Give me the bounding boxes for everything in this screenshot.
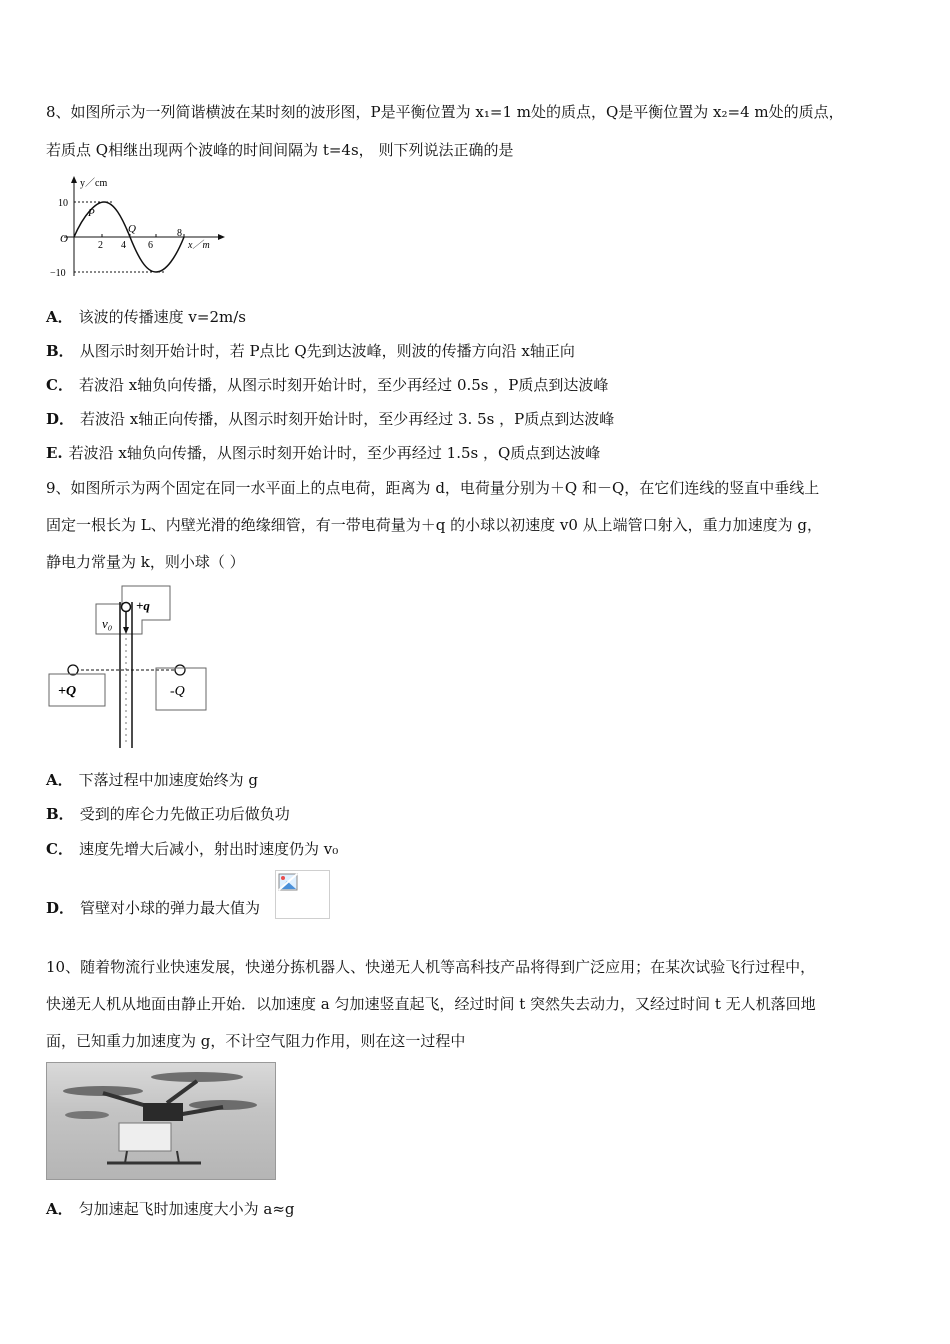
q8-stem-line1: 8、如图所示为一列简谐横波在某时刻的波形图，P是平衡位置为 x₁=1 m处的质点，Q是平衡位置为 x₂=4 m处的质点， <box>46 103 844 121</box>
x-tick-2: 2 <box>98 240 103 251</box>
q10-stem-line1: 10、随着物流行业快速发展，快递分拣机器人、快递无人机等高科技产品将得到广泛应用；在某次试验飞行过程中， <box>46 958 816 976</box>
broken-formula-image-icon <box>275 870 330 919</box>
q10-stem-line2: 快递无人机从地面由静止开始．以加速度 a 匀加速竖直起飞，经过时间 t 突然失去动力，又经过时间 t 无人机落回地 <box>46 995 816 1013</box>
q9-option-b[interactable]: B． 受到的库仑力先做正功后做负功 <box>46 805 290 823</box>
y-tick-neg10: −10 <box>50 268 66 279</box>
q8-stem-line2: 若质点 Q相继出现两个波峰的时间间隔为 t=4s， 则下列说法正确的是 <box>46 141 514 159</box>
q10-option-a[interactable]: A． 匀加速起飞时加速度大小为 a≈g <box>46 1200 295 1218</box>
y-tick-10: 10 <box>58 198 68 209</box>
ball-charge-label: +q <box>136 598 150 613</box>
q9-stem-line2: 固定一根长为 L、内壁光滑的绝缘细管，有一带电荷量为＋q 的小球以初速度 v0 从上端管口射入，重力加速度为 g， <box>46 516 823 534</box>
x-axis-label: x／m <box>188 240 210 251</box>
velocity-arrowhead <box>123 627 129 634</box>
y-axis-arrow <box>71 176 77 183</box>
q8-option-c[interactable]: C． 若波沿 x轴负向传播，从图示时刻开始计时，至少再经过 0.5s ，P质点到达波峰 <box>46 376 609 394</box>
right-charge-circle <box>175 665 185 675</box>
q10-stem-line3: 面，已知重力加速度为 g，不计空气阻力作用，则在这一过程中 <box>46 1032 466 1050</box>
y-axis-label: y／cm <box>80 178 108 189</box>
point-q-label: Q <box>128 223 136 235</box>
point-p-label: P <box>88 207 95 219</box>
x-axis-arrow <box>218 234 225 240</box>
origin-label: O <box>60 233 68 245</box>
q9-stem-line3: 静电力常量为 k，则小球（ ） <box>46 553 245 571</box>
q9-option-c[interactable]: C． 速度先增大后减小，射出时速度仍为 v₀ <box>46 840 339 858</box>
x-tick-6: 6 <box>148 240 153 251</box>
ball <box>122 603 131 612</box>
drone-photo <box>46 1062 276 1180</box>
charges-tube-figure <box>46 584 216 750</box>
x-tick-8: 8 <box>177 228 182 239</box>
x-tick-4: 4 <box>121 240 126 251</box>
left-charge-label: +Q <box>58 684 77 699</box>
q9-option-d[interactable]: D． 管壁对小球的弹力最大值为 <box>46 899 261 917</box>
wave-graph <box>46 172 226 282</box>
v0-label: v₀ <box>102 616 113 631</box>
q8-option-d[interactable]: D． 若波沿 x轴正向传播，从图示时刻开始计时，至少再经过 3. 5s ，P质点到达波峰 <box>46 410 615 428</box>
q9-option-a[interactable]: A． 下落过程中加速度始终为 g <box>46 771 259 789</box>
right-charge-label: -Q <box>170 684 185 699</box>
q8-option-a[interactable]: A． 该波的传播速度 v=2m/s <box>46 308 246 326</box>
q8-option-e[interactable]: E. 若波沿 x轴负向传播，从图示时刻开始计时，至少再经过 1.5s ，Q质点到达波峰 <box>46 444 601 462</box>
q9-stem-line1: 9、如图所示为两个固定在同一水平面上的点电荷，距离为 d，电荷量分别为＋Q 和－Q，在它们连线的竖直中垂线上 <box>46 479 820 497</box>
q8-option-b[interactable]: B． 从图示时刻开始计时，若 P点比 Q先到达波峰，则波的传播方向沿 x轴正向 <box>46 342 575 360</box>
